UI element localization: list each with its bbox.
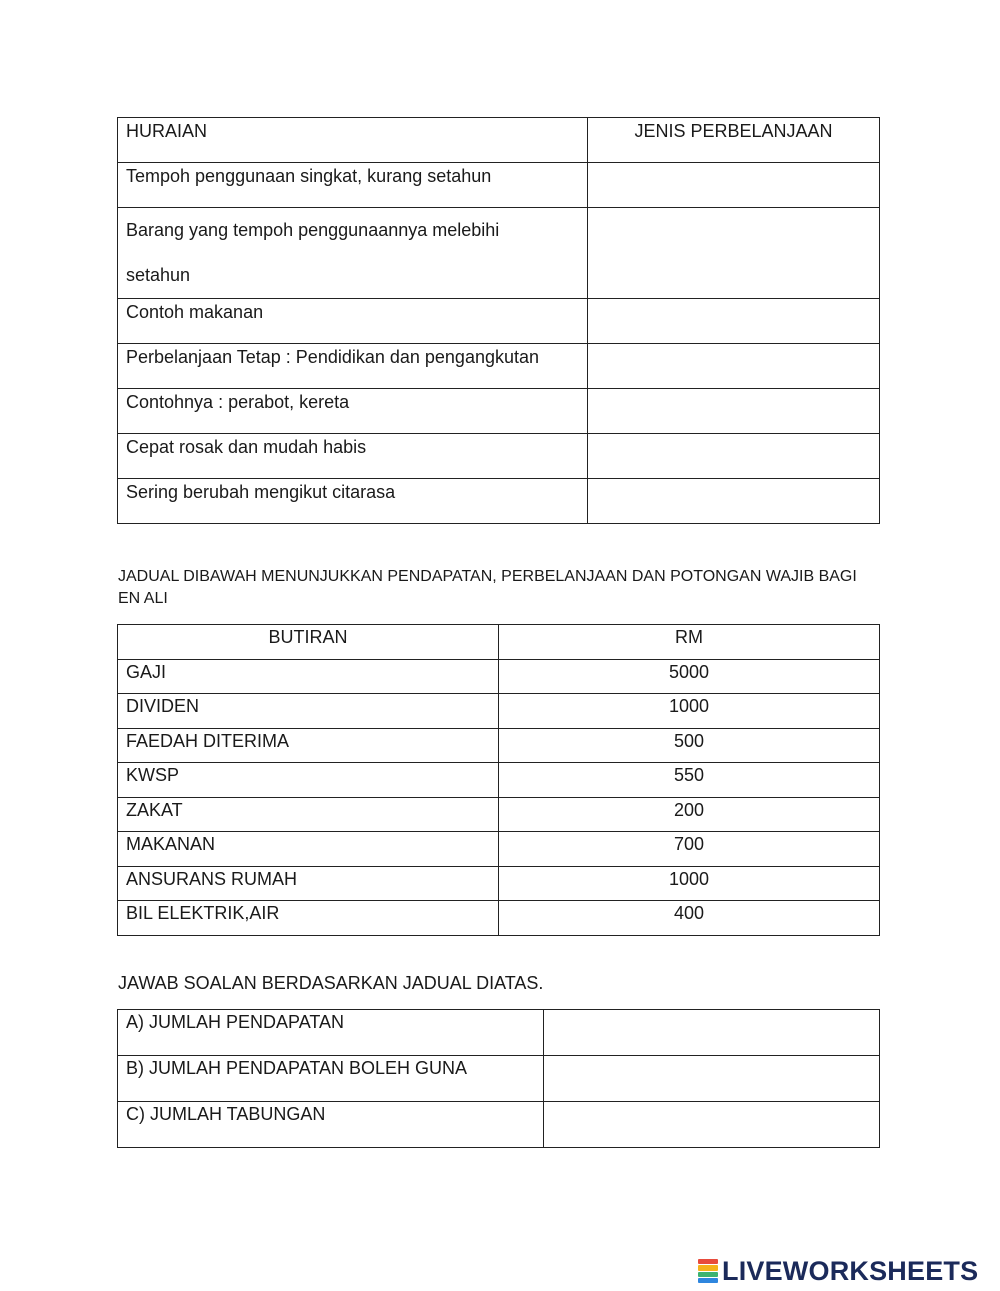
answer-cell[interactable] (588, 389, 880, 434)
table-header-row (118, 625, 880, 660)
description-cell: Contoh makanan (118, 299, 588, 344)
table-row (118, 344, 880, 389)
description-line: Barang yang tempoh penggunaannya melebihi (126, 220, 500, 240)
amount-cell: 1000 (499, 694, 880, 729)
header-huraian: HURAIAN (118, 118, 588, 163)
answer-cell[interactable] (588, 299, 880, 344)
table-row (118, 479, 880, 524)
item-cell: DIVIDEN (118, 694, 499, 729)
question-cell: A) JUMLAH PENDAPATAN (118, 1010, 544, 1056)
table-row (118, 299, 880, 344)
logo-block (698, 1265, 718, 1270)
header-rm: RM (499, 625, 880, 660)
logo-block (698, 1278, 718, 1283)
classification-table (117, 117, 880, 524)
amount-cell: 1000 (499, 866, 880, 901)
answer-cell[interactable] (588, 344, 880, 389)
question-cell: C) JUMLAH TABUNGAN (118, 1102, 544, 1148)
logo-text: LIVEWORKSHEETS (722, 1255, 979, 1286)
answer-cell[interactable] (544, 1056, 880, 1102)
description-cell: Tempoh penggunaan singkat, kurang setahun (118, 163, 588, 208)
question-cell: B) JUMLAH PENDAPATAN BOLEH GUNA (118, 1056, 544, 1102)
table-row (118, 1102, 880, 1148)
item-cell: MAKANAN (118, 832, 499, 867)
answer-cell[interactable] (544, 1010, 880, 1056)
table-row (118, 434, 880, 479)
table-row (118, 797, 880, 832)
table-row (118, 694, 880, 729)
answer-cell[interactable] (588, 163, 880, 208)
amount-cell: 700 (499, 832, 880, 867)
description-cell: Sering berubah mengikut citarasa (118, 479, 588, 524)
description-cell (118, 208, 588, 299)
table-row (118, 163, 880, 208)
item-cell: KWSP (118, 763, 499, 798)
table-row (118, 208, 880, 299)
logo-block (698, 1272, 718, 1277)
description-cell: Cepat rosak dan mudah habis (118, 434, 588, 479)
amount-cell: 500 (499, 728, 880, 763)
income-expense-table (117, 624, 880, 936)
item-cell: BIL ELEKTRIK,AIR (118, 901, 499, 936)
amount-cell: 200 (499, 797, 880, 832)
questions-table (117, 1009, 880, 1148)
table-row (118, 763, 880, 798)
item-cell: ANSURANS RUMAH (118, 866, 499, 901)
table-row (118, 901, 880, 936)
table-row (118, 1056, 880, 1102)
income-table-caption: JADUAL DIBAWAH MENUNJUKKAN PENDAPATAN, PERBELANJAAN DAN POTONGAN WAJIB BAGI EN ALI (118, 568, 857, 607)
liveworksheets-mark-icon (698, 1259, 718, 1283)
amount-cell: 400 (499, 901, 880, 936)
table-row (118, 659, 880, 694)
table-row (118, 866, 880, 901)
amount-cell: 550 (499, 763, 880, 798)
table-row (118, 1010, 880, 1056)
amount-cell: 5000 (499, 659, 880, 694)
answer-cell[interactable] (588, 479, 880, 524)
table-row (118, 389, 880, 434)
item-cell: FAEDAH DITERIMA (118, 728, 499, 763)
table-row (118, 728, 880, 763)
liveworksheets-logo (698, 1256, 978, 1286)
description-cell: Perbelanjaan Tetap : Pendidikan dan pengangkutan (118, 344, 588, 389)
description-cell: Contohnya : perabot, kereta (118, 389, 588, 434)
logo-block (698, 1259, 718, 1264)
header-butiran: BUTIRAN (118, 625, 499, 660)
table-row (118, 832, 880, 867)
table-header-row (118, 118, 880, 163)
item-cell: GAJI (118, 659, 499, 694)
description-line: setahun (126, 265, 191, 285)
answer-cell[interactable] (588, 434, 880, 479)
header-jenis-perbelanjaan: JENIS PERBELANJAAN (588, 118, 880, 163)
questions-caption: JAWAB SOALAN BERDASARKAN JADUAL DIATAS. (118, 973, 544, 993)
item-cell: ZAKAT (118, 797, 499, 832)
answer-cell[interactable] (544, 1102, 880, 1148)
answer-cell[interactable] (588, 208, 880, 299)
